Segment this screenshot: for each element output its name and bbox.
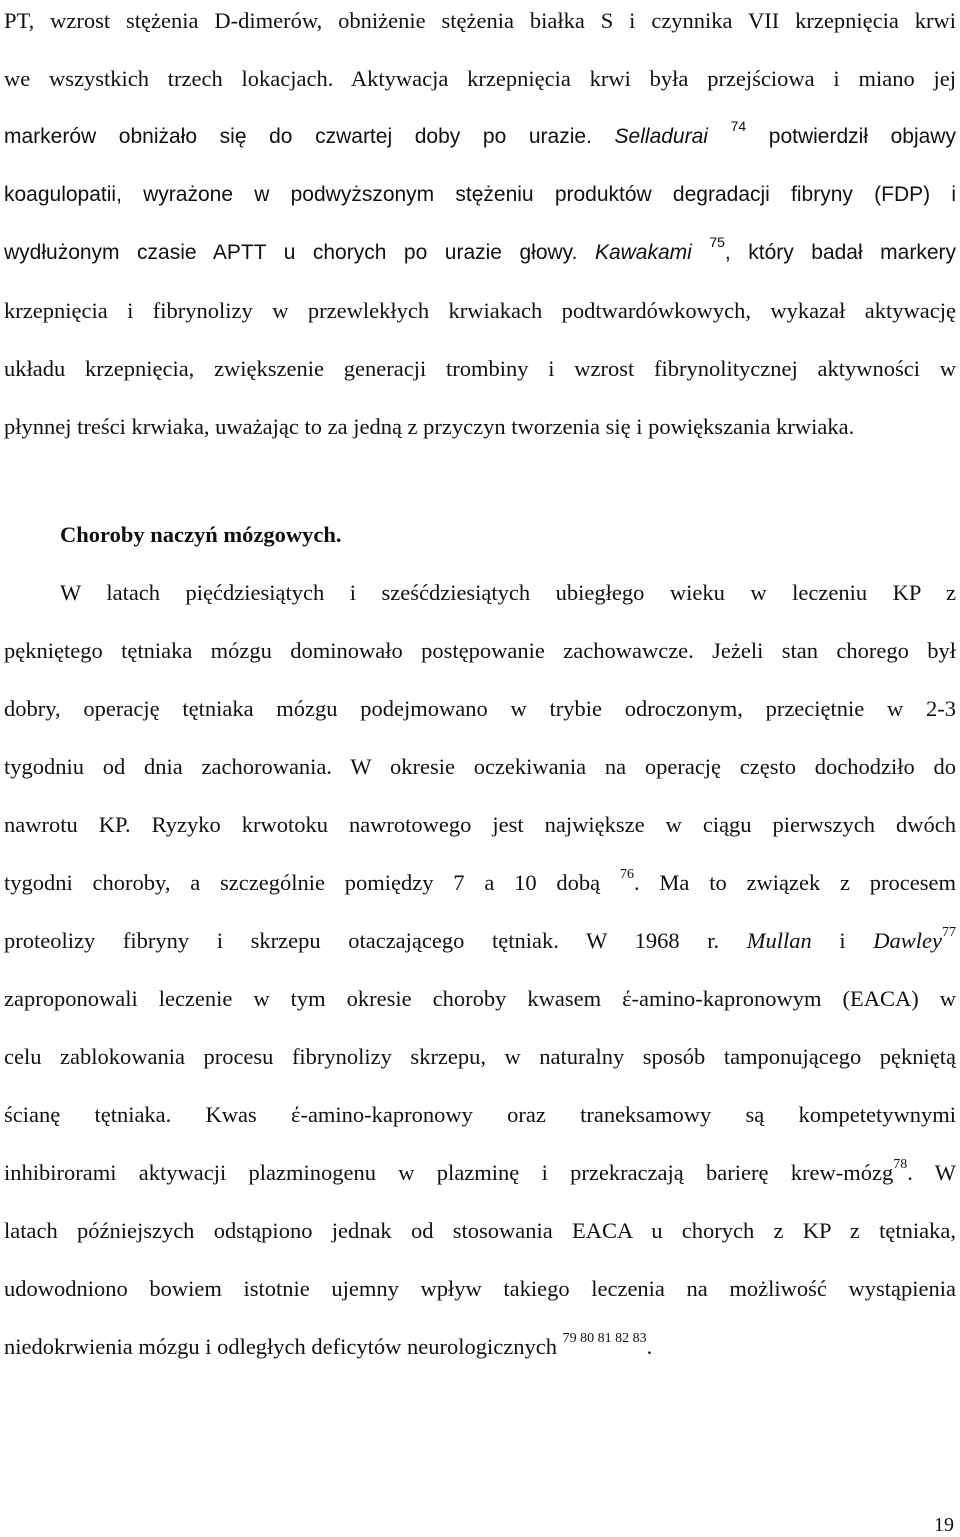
text-fragment: . W <box>907 1160 956 1185</box>
text-line <box>4 1154 956 1212</box>
text-line <box>4 1328 956 1386</box>
text-fragment: proteolizy fibryny i skrzepu otaczającego tętniak. W 1968 r. <box>4 928 720 953</box>
text-fragment: tygodni choroby, a szczególnie pomiędzy 7 a 10 dobą <box>4 870 601 895</box>
text-line: celu zablokowania procesu fibrynolizy skrzepu, w naturalny sposób tamponującego pękniętą <box>4 1044 956 1069</box>
reference-numbers: 79 80 81 82 83 <box>562 1331 647 1346</box>
paragraph-vascular <box>4 574 956 1386</box>
text-line: dobry, operację tętniaka mózgu podejmowano w trybie odroczonym, przeciętnie w 2-3 <box>4 696 956 721</box>
section-heading: Choroby naczyń mózgowych. <box>60 522 342 547</box>
author-name: Dawley <box>873 928 943 953</box>
text-line: koagulopatii, wyrażone w podwyższonym stężeniu produktów degradacji fibryny (FDP) i <box>4 183 956 206</box>
author-name: Kawakami <box>594 241 692 264</box>
text-line: W latach pięćdziesiątych i sześćdziesiątych ubiegłego wieku w leczeniu KP z <box>60 580 956 605</box>
reference-number: 75 <box>709 234 725 250</box>
author-name: Selladurai <box>614 125 708 148</box>
text-fragment: niedokrwienia mózgu i odległych deficytów neurologicznych <box>4 1334 557 1359</box>
reference-number: 74 <box>730 118 747 134</box>
text-line: tygodniu od dnia zachorowania. W okresie oczekiwania na operację często dochodziło do <box>4 754 956 779</box>
text-line <box>4 118 956 176</box>
text-line: PT, wzrost stężenia D-dimerów, obniżenie stężenia białka S i czynnika VII krzepnięcia krwi <box>4 8 956 33</box>
text-line: zaproponowali leczenie w tym okresie choroby kwasem έ-amino-kapronowym (EACA) w <box>4 986 956 1011</box>
text-line: we wszystkich trzech lokacjach. Aktywacja krzepnięcia krwi była przejściowa i miano jej <box>4 66 956 91</box>
text-fragment: , który badał markery <box>724 241 956 264</box>
reference-number: 77 <box>942 925 957 940</box>
reference-number: 76 <box>620 867 634 882</box>
text-line: udowodniono bowiem istotnie ujemny wpływ takiego leczenia na możliwość wystąpienia <box>4 1276 956 1301</box>
text-fragment: inhibirorami aktywacji plazminogenu w plazminę i przekraczają barierę krew-mózg <box>4 1160 894 1185</box>
text-line: krzepnięcia i fibrynolizy w przewlekłych krwiakach podtwardówkowych, wykazał aktywację <box>4 298 956 323</box>
reference-number: 78 <box>893 1157 908 1172</box>
text-line: ścianę tętniaka. Kwas έ-amino-kapronowy oraz traneksamowy są kompetetywnymi <box>4 1102 956 1127</box>
text-fragment: wydłużonym czasie APTT u chorych po urazie głowy. <box>4 241 578 264</box>
text-fragment: . <box>646 1334 653 1359</box>
text-line: układu krzepnięcia, zwiększenie generacji trombiny i wzrost fibrynolitycznej aktywności w <box>4 356 956 381</box>
author-name: Mullan <box>746 928 812 953</box>
page-number: 19 <box>934 1514 954 1536</box>
text-fragment: . Ma to związek z procesem <box>634 870 957 895</box>
text-fragment: potwierdził objawy <box>768 125 956 148</box>
text-line <box>4 234 956 292</box>
text-line: pękniętego tętniaka mózgu dominowało postępowanie zachowawcze. Jeżeli stan chorego był <box>4 638 956 663</box>
text-fragment: i <box>839 928 846 953</box>
text-line: nawrotu KP. Ryzyko krwotoku nawrotowego jest największe w ciągu pierwszych dwóch <box>4 812 956 837</box>
text-line <box>4 864 956 922</box>
text-line: latach późniejszych odstąpiono jednak od stosowania EACA u chorych z KP z tętniaka, <box>4 1218 956 1243</box>
text-line <box>4 922 956 980</box>
text-line: płynnej treści krwiaka, uważając to za jedną z przyczyn tworzenia się i powiększania krwiaka. <box>4 414 855 439</box>
text-fragment: markerów obniżało się do czwartej doby po urazie. <box>4 125 592 148</box>
paragraph-coagulation <box>4 2 956 466</box>
